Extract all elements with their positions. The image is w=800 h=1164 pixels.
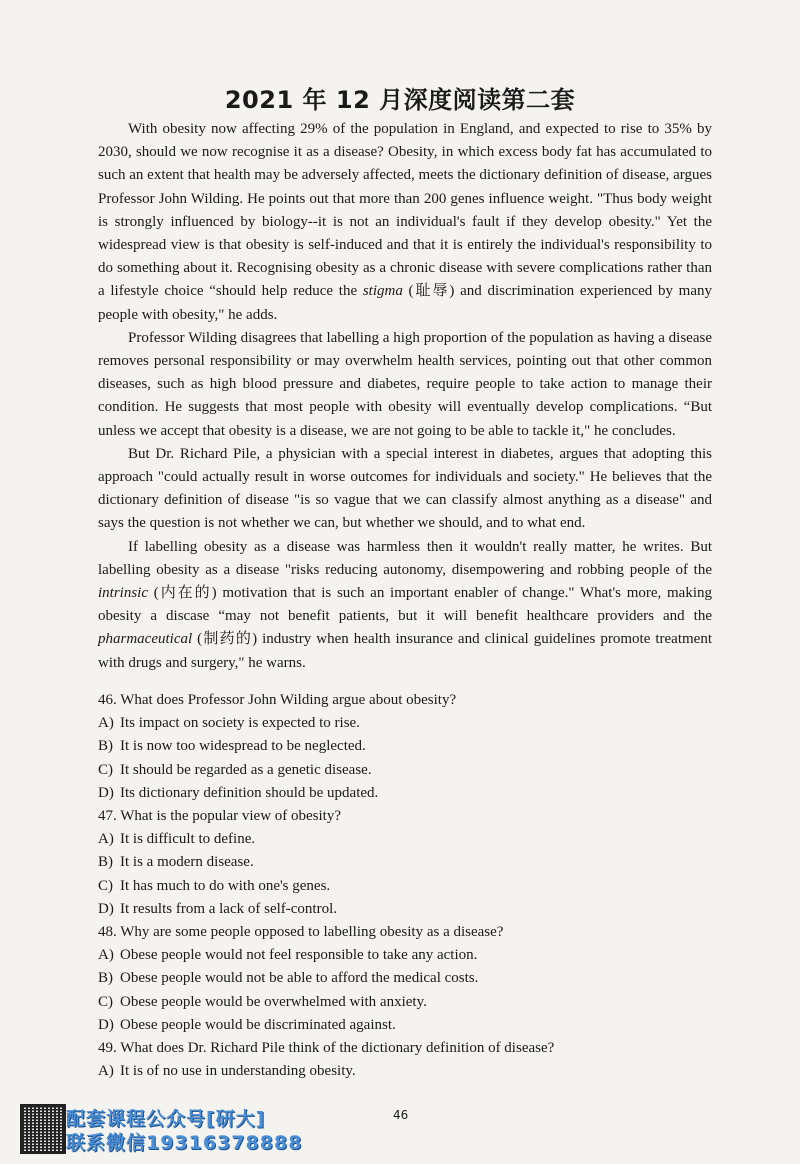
questions — [98, 689, 712, 1083]
option-text: Obese people would not be able to afford the medical costs. — [120, 970, 479, 987]
option-text: It should be regarded as a genetic disease. — [120, 761, 372, 778]
option-text: It has much to do with one's genes. — [120, 877, 331, 894]
glossed-term: stigma — [362, 283, 403, 300]
option-text: Its dictionary definition should be updated. — [120, 784, 379, 801]
qr-code — [20, 1104, 66, 1154]
answer-option — [98, 875, 712, 898]
option-letter: D) — [98, 1016, 114, 1033]
footer-line-2: 联系微信19316378888 — [66, 1132, 303, 1154]
answer-option — [98, 898, 712, 921]
question-stem: 49. What does Dr. Richard Pile think of the dictionary definition of disease? — [98, 1040, 555, 1057]
option-letter: C) — [98, 761, 113, 778]
question-stem: 48. Why are some people opposed to labelling obesity as a disease? — [98, 924, 504, 941]
option-letter: D) — [98, 784, 114, 801]
text-run: With obesity now affecting 29% of the population in England, and expected to rise to 35% by 2030, should we now recognise it as a disease? Obesity, in which excess body fat has accumulated to such an extent that health may be adversely affected, meets the dictionary definition of disease, argues Professor John Wilding. He points out that more than 200 genes influence weight. "Thus body weight is strongly influenced by biology--it is not an individual's fault if they develop obesity." Yet the widespread view is that obesity is self-induced and that it is entirely the individual's responsibility to do something about it. Recognising obesity as a chronic disease with severe complications rather than a lifestyle choice “should help reduce the — [98, 121, 712, 300]
question-stem: 47. What is the popular view of obesity? — [98, 808, 342, 825]
option-letter: A) — [98, 947, 114, 964]
answer-option — [98, 967, 712, 990]
answer-option — [98, 759, 712, 782]
page-title: 2021 年 12 月深度阅读第二套 — [224, 86, 576, 114]
option-text: It results from a lack of self-control. — [120, 900, 338, 917]
answer-option — [98, 1060, 712, 1083]
question-stem: 46. What does Professor John Wilding argue about obesity? — [98, 692, 457, 708]
passage — [98, 118, 712, 675]
passage-paragraph-4 — [98, 536, 712, 675]
option-text: Obese people would not feel responsible to take any action. — [120, 947, 478, 964]
passage-paragraph-3: But Dr. Richard Pile, a physician with a special interest in diabetes, argues that adopting this approach "could actually result in worse outcomes for individuals and society." He believes that the dictionary definition of disease "is so vague that we can classify almost anything as a disease" and says the question is not whether we can, but whether we should, and to what end. — [98, 445, 712, 532]
page-number: 46 — [393, 1108, 409, 1122]
text-run: If labelling obesity as a disease was harmless then it wouldn't really matter, he writes. But labelling obesity as a disease "risks reducing autonomy, disempowering and robbing people of the — [98, 538, 712, 578]
text-run: (内在的) motivation that is such an important enabler of change." What's more, making obesity a discase “may not benefit patients, but it will benefit healthcare providers and the — [98, 585, 712, 625]
answer-option — [98, 1014, 712, 1037]
answer-option — [98, 851, 712, 874]
option-letter: A) — [98, 831, 114, 848]
option-text: It is of no use in understanding obesity. — [120, 1063, 356, 1080]
footer-line-1: 配套课程公众号[研大] — [66, 1108, 266, 1130]
option-letter: C) — [98, 993, 113, 1010]
answer-option — [98, 735, 712, 758]
option-letter: B) — [98, 738, 113, 755]
option-text: Its impact on society is expected to rise. — [120, 715, 360, 732]
answer-option — [98, 991, 712, 1014]
option-letter: D) — [98, 900, 114, 917]
option-letter: B) — [98, 970, 113, 987]
text-run: (耻辱) and discrimination experienced by many people with obesity," he adds. — [98, 283, 712, 323]
passage-paragraph-2: Professor Wilding disagrees that labelling a high proportion of the population as having a disease removes personal responsibility or may overwhelm health services, pointing out that other common diseases, such as high blood pressure and diabetes, require people to take action to manage their condition. He suggests that most people with obesity will eventually develop complications. “But unless we accept that obesity is a disease, we are not going to be able to tackle it," he concludes. — [98, 329, 712, 439]
glossed-term: intrinsic — [98, 585, 149, 602]
glossed-term: pharmaceutical — [98, 631, 193, 648]
passage-paragraph-1 — [98, 118, 712, 327]
text-run: (制药的) industry when health insurance and clinical guidelines promote treatment with drugs and surgery," he warns. — [98, 631, 712, 671]
option-text: It is a modern disease. — [120, 854, 254, 871]
option-letter: A) — [98, 715, 114, 732]
answer-option — [98, 944, 712, 967]
answer-option — [98, 712, 712, 735]
option-text: It is difficult to define. — [120, 831, 256, 848]
option-letter: C) — [98, 877, 113, 894]
answer-option — [98, 782, 712, 805]
option-text: Obese people would be overwhelmed with anxiety. — [120, 993, 427, 1010]
option-letter: B) — [98, 854, 113, 871]
option-letter: A) — [98, 1063, 114, 1080]
option-text: It is now too widespread to be neglected. — [120, 738, 366, 755]
answer-option — [98, 828, 712, 851]
option-text: Obese people would be discriminated against. — [120, 1016, 396, 1033]
